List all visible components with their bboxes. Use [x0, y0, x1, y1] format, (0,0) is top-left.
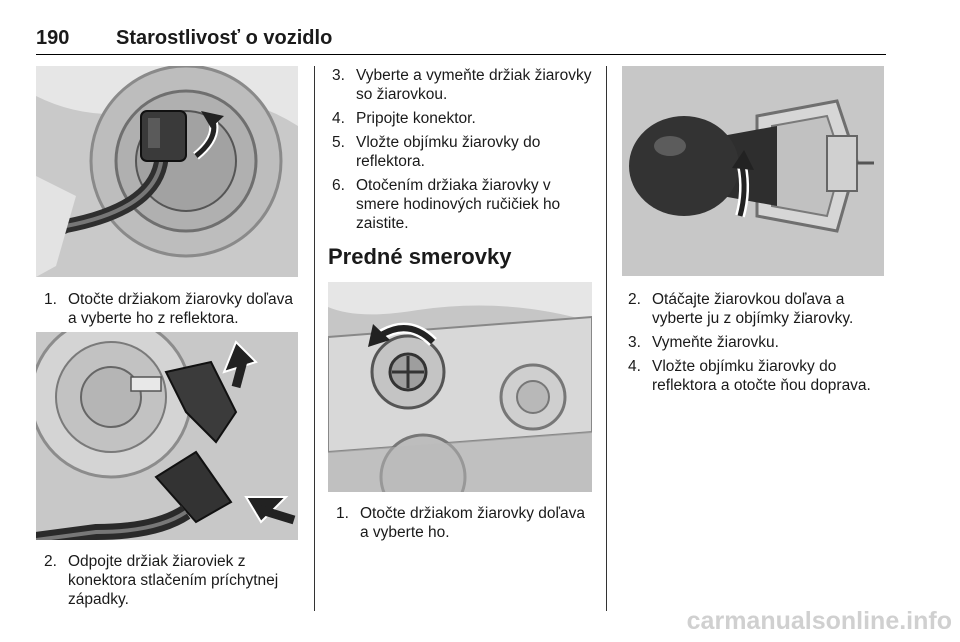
step-item: 3. Vyberte a vymeňte držiak žiarovky so žiarovkou.: [332, 67, 592, 103]
step-item: 2. Otáčajte žiarovkou doľava a vyberte ju z objímky žiarovky.: [628, 291, 854, 327]
figure-bulb-holder-removal: [36, 66, 298, 277]
figure-connector-release: [36, 332, 298, 540]
figure-bulb-removal: [622, 66, 884, 276]
step-item: 5. Vložte objímku žiarovky do reflektora.: [332, 134, 541, 170]
column-divider: [314, 66, 315, 611]
step-item: 2. Odpojte držiak žiaroviek z konektora stlačením príchytnej západky.: [44, 553, 279, 608]
step-item: 1. Otočte držiakom žiarovky doľava a vyberte ho z reflektora.: [44, 291, 294, 327]
steps-list-signal-1: [336, 504, 596, 547]
section-heading: Predné smerovky: [328, 244, 512, 269]
steps-list-1: [44, 290, 300, 333]
page-number: 190: [36, 27, 70, 49]
page-title: Starostlivosť o vozidlo: [116, 27, 333, 49]
column-divider: [606, 66, 607, 611]
step-item: 4. Pripojte konektor.: [332, 110, 476, 127]
steps-list-2: [44, 552, 300, 614]
steps-list-signal-2-4: [628, 290, 898, 400]
page-header: [36, 24, 886, 55]
steps-list-3-6: [332, 66, 594, 238]
step-item: 4. Vložte objímku žiarovky do reflektora a otočte ňou doprava.: [628, 358, 871, 394]
step-item: 3. Vymeňte žiarovku.: [628, 334, 779, 351]
step-item: 1. Otočte držiakom žiarovky doľava a vyberte ho.: [336, 505, 586, 541]
step-item: 6. Otočením držiaka žiarovky v smere hodinových ručičiek ho zaistite.: [332, 177, 561, 232]
figure-turn-signal-holder: [328, 282, 592, 492]
watermark: carmanualsonline.info: [686, 607, 952, 635]
